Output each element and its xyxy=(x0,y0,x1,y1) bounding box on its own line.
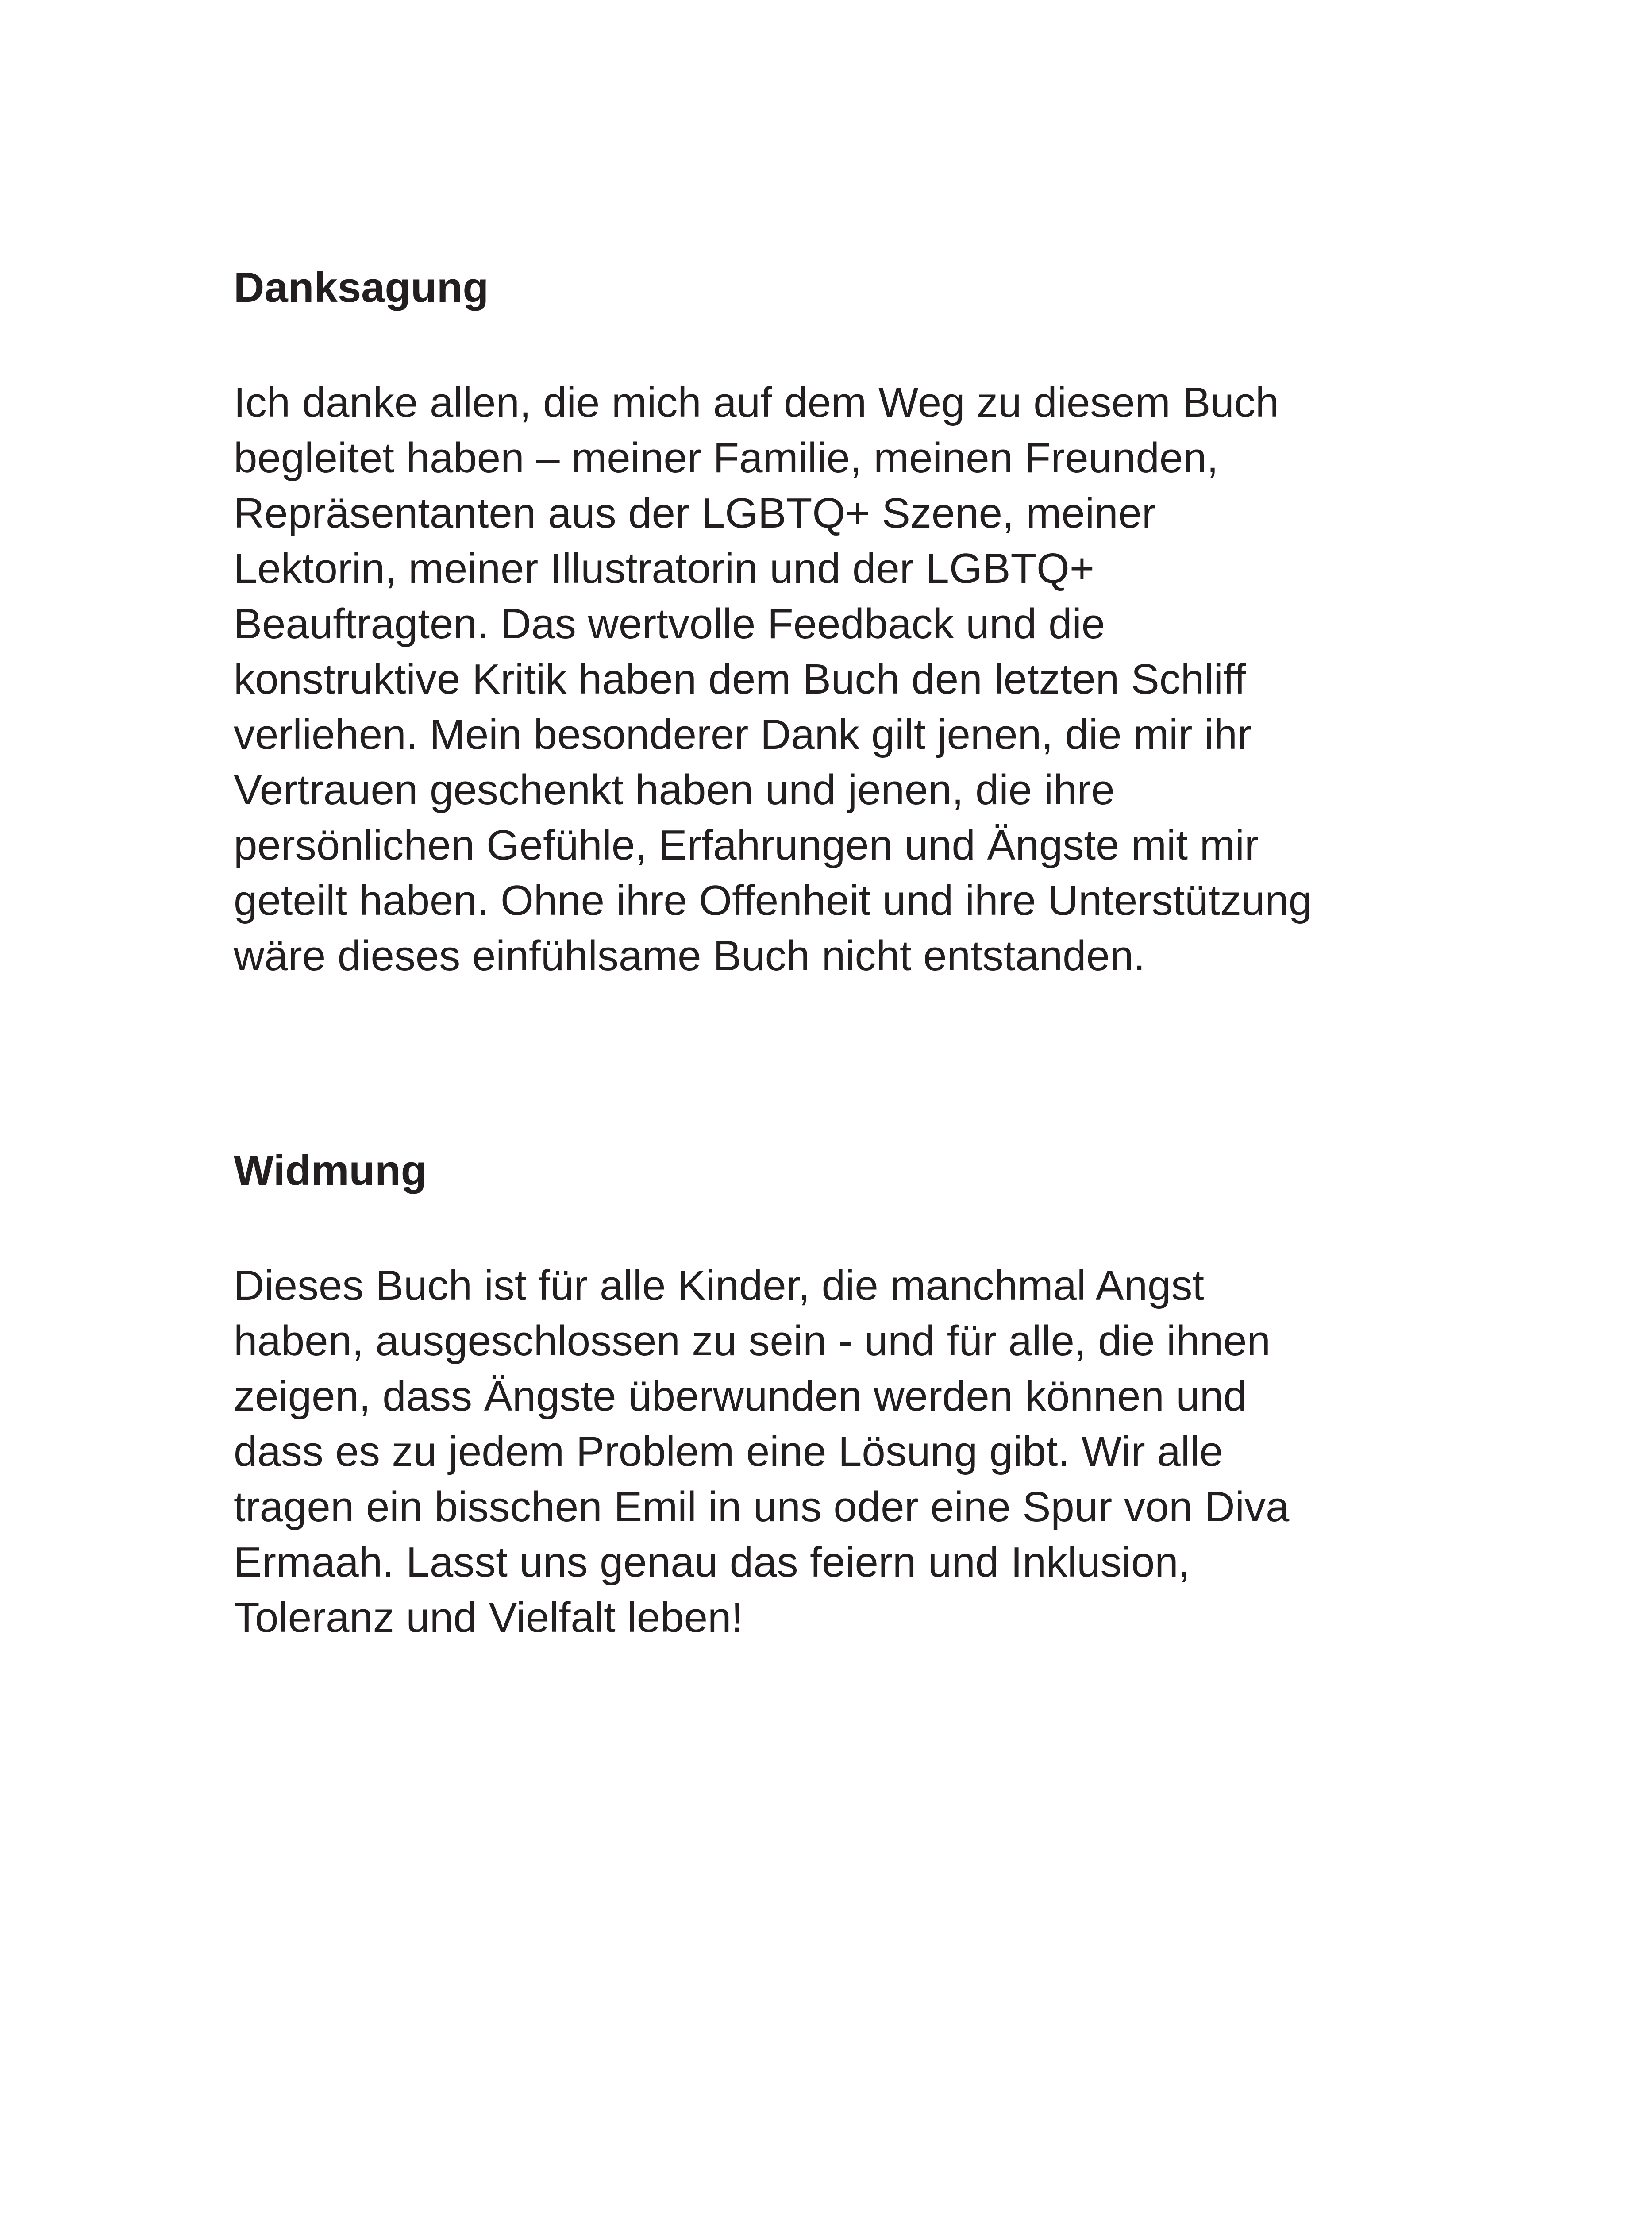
text-line: Dieses Buch ist für alle Kinder, die manchmal Angst xyxy=(234,1262,1205,1309)
text-line: begleitet haben – meiner Familie, meinen Freunden, xyxy=(234,434,1219,482)
acknowledgements-heading: Danksagung xyxy=(234,264,489,311)
dedication-paragraph xyxy=(234,1258,1473,1645)
text-line: verliehen. Mein besonderer Dank gilt jenen, die mir ihr xyxy=(234,711,1252,758)
text-line: konstruktive Kritik haben dem Buch den letzten Schliff xyxy=(234,655,1246,703)
dedication-section xyxy=(234,1144,1473,1645)
dedication-heading: Widmung xyxy=(234,1147,427,1194)
text-line: geteilt haben. Ohne ihre Offenheit und ihre Unterstützung xyxy=(234,877,1313,924)
text-line: Vertrauen geschenkt haben und jenen, die ihre xyxy=(234,766,1115,813)
text-line: tragen ein bisschen Emil in uns oder eine Spur von Diva xyxy=(234,1483,1290,1531)
text-line: Lektorin, meiner Illustratorin und der LGBTQ+ xyxy=(234,545,1094,592)
acknowledgements-paragraph xyxy=(234,375,1473,983)
text-line: Ermaah. Lasst uns genau das feiern und Inklusion, xyxy=(234,1538,1190,1586)
text-line: dass es zu jedem Problem eine Lösung gibt. Wir alle xyxy=(234,1428,1223,1475)
text-line: zeigen, dass Ängste überwunden werden können und xyxy=(234,1373,1247,1420)
text-line: persönlichen Gefühle, Erfahrungen und Ängste mit mir xyxy=(234,821,1259,869)
text-line: Toleranz und Vielfalt leben! xyxy=(234,1594,743,1641)
text-line: haben, ausgeschlossen zu sein - und für alle, die ihnen xyxy=(234,1317,1271,1365)
text-line: wäre dieses einfühlsame Buch nicht entstanden. xyxy=(234,932,1145,979)
text-line: Repräsentanten aus der LGBTQ+ Szene, meiner xyxy=(234,490,1156,537)
text-line: Ich danke allen, die mich auf dem Weg zu diesem Buch xyxy=(234,379,1279,426)
acknowledgements-section xyxy=(234,261,1473,983)
text-line: Beauftragten. Das wertvolle Feedback und die xyxy=(234,600,1105,648)
